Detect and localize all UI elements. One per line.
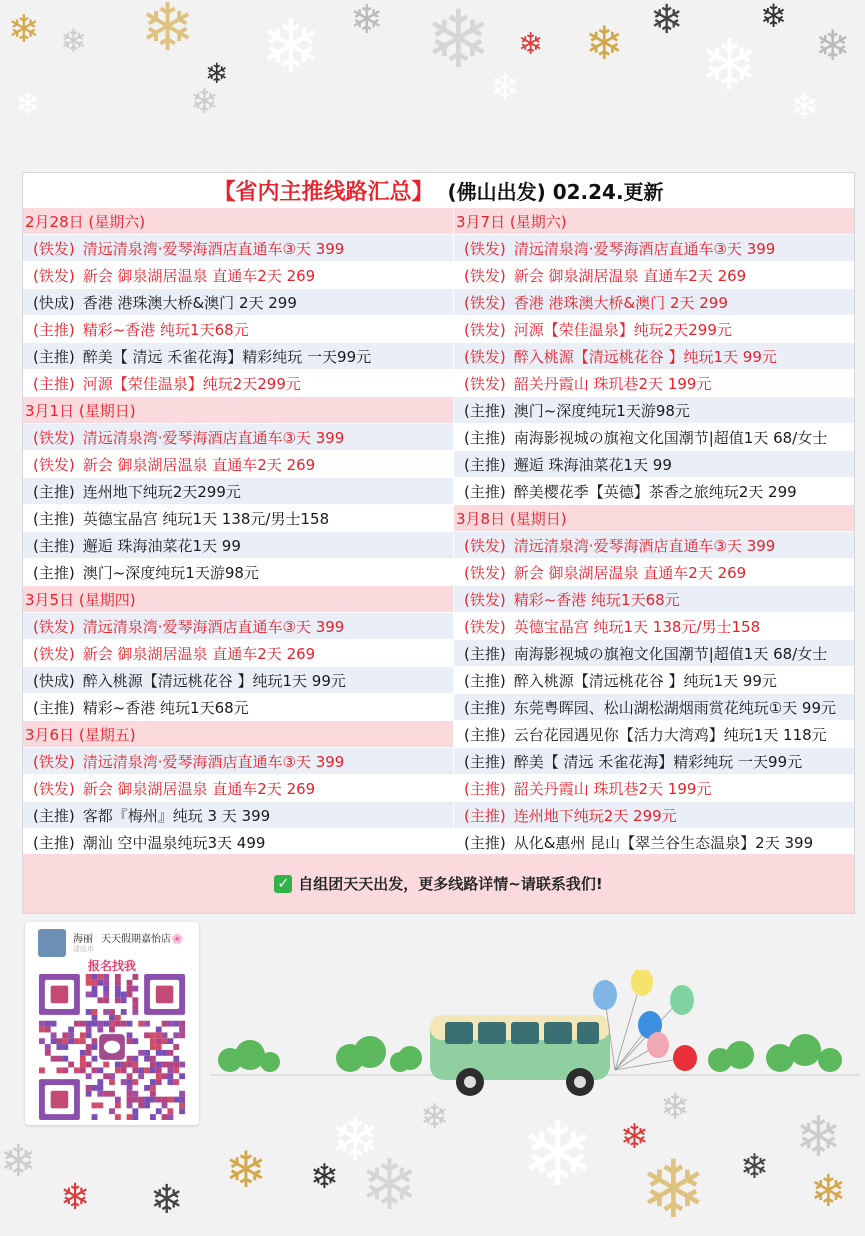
route-row [23, 559, 453, 585]
route-row [23, 802, 453, 828]
route-row [454, 451, 854, 477]
route-tag: (主推) [464, 806, 506, 825]
snowflake-icon: ❄ [60, 22, 87, 60]
date-header [23, 208, 453, 234]
snowflake-icon: ❄ [205, 57, 229, 90]
date-header [23, 397, 453, 423]
route-tag: (铁发) [33, 644, 75, 663]
title-row [23, 173, 854, 207]
route-text: 邂逅 珠海油菜花1天 99 [82, 536, 241, 555]
route-text: 精彩~香港 纯玩1天68元 [82, 698, 249, 717]
snowflake-icon: ❄ [140, 0, 196, 66]
route-row [454, 289, 854, 315]
route-text: 潮汕 空中温泉纯玩3天 499 [82, 833, 266, 852]
route-text: 新会 御泉湖居温泉 直通车2天 269 [82, 266, 316, 285]
route-row [23, 667, 453, 693]
route-row [454, 397, 854, 423]
snowflake-icon: ❄ [620, 1117, 649, 1157]
route-tag: (主推) [33, 320, 75, 339]
snowflake-icon: ❄ [260, 4, 323, 90]
route-text: 香港 港珠澳大桥&澳门 2天 299 [513, 293, 728, 312]
route-text: 清远清泉湾·爱琴海酒店直通车③天 399 [82, 752, 345, 771]
route-row [454, 559, 854, 585]
route-tag: (铁发) [464, 266, 506, 285]
route-row [23, 748, 453, 774]
route-row [23, 316, 453, 342]
snowflake-icon: ❄ [795, 1105, 842, 1170]
snowflake-icon: ❄ [8, 7, 40, 51]
route-row [23, 775, 453, 801]
route-tag: (主推) [33, 833, 75, 852]
date-label: 3月6日 (星期五) [25, 725, 136, 744]
route-tag: (主推) [464, 401, 506, 420]
route-text: 清远清泉湾·爱琴海酒店直通车③天 399 [82, 617, 345, 636]
snowflake-icon: ❄ [420, 1097, 449, 1137]
route-row [454, 424, 854, 450]
qr-code-icon[interactable] [39, 974, 185, 1120]
route-summary-table [22, 172, 855, 914]
route-row [23, 289, 453, 315]
route-tag: (快成) [33, 671, 75, 690]
route-text: 连州地下纯玩2天299元 [82, 482, 241, 501]
snowflake-icon: ❄ [640, 1143, 708, 1236]
route-text: 清远清泉湾·爱琴海酒店直通车③天 399 [513, 239, 776, 258]
route-row [23, 424, 453, 450]
route-text: 醉美樱花季【英德】茶香之旅纯玩2天 299 [513, 482, 797, 501]
snowflake-icon: ❄ [585, 16, 624, 70]
route-row [23, 343, 453, 369]
route-row [454, 667, 854, 693]
route-row [454, 748, 854, 774]
route-tag: (主推) [33, 482, 75, 501]
route-tag: (主推) [464, 455, 506, 474]
route-row [454, 262, 854, 288]
date-label: 3月7日 (星期六) [456, 212, 567, 231]
route-text: 清远清泉湾·爱琴海酒店直通车③天 399 [82, 239, 345, 258]
snowflake-icon: ❄ [310, 1157, 339, 1197]
contact-location: 清远市 [73, 945, 94, 953]
route-row [454, 802, 854, 828]
route-row [23, 829, 453, 855]
route-text: 醉入桃源【清远桃花谷 】纯玩1天 99元 [513, 671, 777, 690]
route-text: 连州地下纯玩2天 299元 [513, 806, 677, 825]
route-text: 精彩~香港 纯玩1天68元 [82, 320, 249, 339]
route-tag: (主推) [33, 536, 75, 555]
route-text: 从化&惠州 昆山【翠兰谷生态温泉】2天 399 [513, 833, 814, 852]
route-tag: (铁发) [33, 617, 75, 636]
snowflake-icon: ❄ [815, 21, 851, 70]
page-subtitle: (佛山出发) 02.24.更新 [447, 179, 664, 204]
route-tag: (铁发) [33, 455, 75, 474]
snowflake-icon: ❄ [810, 1166, 847, 1217]
route-text: 河源【荣佳温泉】纯玩2天299元 [513, 320, 732, 339]
route-tag: (铁发) [464, 239, 506, 258]
snowflake-icon: ❄ [15, 87, 41, 122]
route-tag: (铁发) [464, 374, 506, 393]
contact-name: 海丽 [73, 934, 93, 945]
date-header [454, 208, 854, 234]
route-text: 新会 御泉湖居温泉 直通车2天 269 [82, 779, 316, 798]
route-tag: (主推) [33, 374, 75, 393]
route-row [454, 235, 854, 261]
route-tag: (主推) [464, 779, 506, 798]
route-row [454, 586, 854, 612]
route-text: 河源【荣佳温泉】纯玩2天299元 [82, 374, 301, 393]
snowflake-icon: ❄ [518, 27, 544, 62]
route-text: 韶关丹霞山 珠玑巷2天 199元 [513, 779, 712, 798]
route-tag: (铁发) [33, 428, 75, 447]
route-tag: (主推) [464, 725, 506, 744]
route-tag: (铁发) [464, 536, 506, 555]
tree-icon [708, 1034, 842, 1072]
route-tag: (主推) [33, 509, 75, 528]
date-label: 3月8日 (星期日) [456, 509, 567, 528]
route-tag: (主推) [464, 833, 506, 852]
route-row [454, 532, 854, 558]
route-text: 英德宝晶宫 纯玩1天 138元/男士158 [513, 617, 761, 636]
route-row [23, 262, 453, 288]
route-row [454, 721, 854, 747]
snowflake-icon: ❄ [225, 1141, 267, 1199]
date-label: 3月1日 (星期日) [25, 401, 136, 420]
route-text: 新会 御泉湖居温泉 直通车2天 269 [513, 266, 747, 285]
date-label: 2月28日 (星期六) [25, 212, 146, 231]
route-tag: (铁发) [33, 752, 75, 771]
tree-icon [218, 1036, 422, 1072]
route-row [23, 613, 453, 639]
route-text: 醉美【 清远 禾雀花海】精彩纯玩 一天99元 [82, 347, 372, 366]
route-tag: (铁发) [33, 779, 75, 798]
route-text: 香港 港珠澳大桥&澳门 2天 299 [82, 293, 297, 312]
route-tag: (主推) [464, 752, 506, 771]
snowflake-icon: ❄ [760, 0, 787, 35]
route-text: 邂逅 珠海油菜花1天 99 [513, 455, 672, 474]
route-row [23, 370, 453, 396]
route-text: 英德宝晶宫 纯玩1天 138元/男士158 [82, 509, 330, 528]
route-text: 澳门~深度纯玩1天游98元 [513, 401, 690, 420]
snowflake-icon: ❄ [425, 0, 493, 86]
route-tag: (铁发) [33, 239, 75, 258]
snowflake-icon: ❄ [790, 87, 819, 127]
route-text: 新会 御泉湖居温泉 直通车2天 269 [513, 563, 747, 582]
snowflake-icon: ❄ [520, 1102, 596, 1207]
wechat-qr-card [25, 922, 199, 1125]
footer-banner [23, 854, 854, 913]
route-text: 清远清泉湾·爱琴海酒店直通车③天 399 [82, 428, 345, 447]
route-row [23, 505, 453, 531]
route-tag: (主推) [464, 698, 506, 717]
snowflake-icon: ❄ [700, 24, 759, 106]
snowflake-icon: ❄ [660, 1087, 691, 1128]
date-header [454, 505, 854, 531]
route-tag: (铁发) [464, 320, 506, 339]
route-text: 澳门~深度纯玩1天游98元 [82, 563, 259, 582]
avatar [38, 929, 66, 957]
route-tag: (铁发) [464, 617, 506, 636]
snowflake-icon: ❄ [650, 0, 684, 43]
route-row [454, 316, 854, 342]
route-text: 醉入桃源【清远桃花谷 】纯玩1天 99元 [513, 347, 777, 366]
route-text: 新会 御泉湖居温泉 直通车2天 269 [82, 455, 316, 474]
snowflake-icon: ❄ [60, 1177, 91, 1218]
route-tag: (铁发) [464, 590, 506, 609]
snowflake-icon: ❄ [740, 1147, 769, 1187]
route-row [23, 451, 453, 477]
date-header [23, 721, 453, 747]
route-text: 醉美【 清远 禾雀花海】精彩纯玩 一天99元 [513, 752, 803, 771]
snowflake-icon: ❄ [350, 0, 384, 43]
route-row [454, 640, 854, 666]
bus-balloons-illustration [210, 970, 860, 1110]
page-title: 【省内主推线路汇总】 [213, 179, 434, 205]
route-row [454, 478, 854, 504]
route-text: 清远清泉湾·爱琴海酒店直通车③天 399 [513, 536, 776, 555]
route-text: 南海影视城の旗袍文化国潮节|超值1天 68/女士 [513, 428, 828, 447]
date-label: 3月5日 (星期四) [25, 590, 136, 609]
left-column [23, 208, 453, 856]
signup-cta: 报名找我 [87, 959, 136, 973]
route-row [454, 694, 854, 720]
snowflake-icon: ❄ [330, 1105, 381, 1175]
route-tag: (主推) [33, 563, 75, 582]
snowflake-icon: ❄ [0, 1136, 37, 1187]
route-row [454, 613, 854, 639]
snowflake-icon: ❄ [360, 1144, 419, 1226]
footer-text: 自组团天天出发，更多线路详情~请联系我们! [298, 875, 603, 893]
route-tag: (铁发) [464, 293, 506, 312]
route-text: 客都『梅州』纯玩 3 天 399 [82, 806, 271, 825]
snowflake-icon: ❄ [150, 1177, 184, 1223]
route-row [23, 532, 453, 558]
route-row [454, 775, 854, 801]
route-tag: (主推) [464, 644, 506, 663]
route-tag: (主推) [464, 671, 506, 690]
route-tag: (主推) [33, 347, 75, 366]
route-tag: (铁发) [464, 563, 506, 582]
route-row [454, 829, 854, 855]
route-text: 醉入桃源【清远桃花谷 】纯玩1天 99元 [82, 671, 346, 690]
snowflake-icon: ❄ [490, 67, 521, 108]
snowflake-icon: ❄ [190, 82, 219, 122]
route-text: 南海影视城の旗袍文化国潮节|超值1天 68/女士 [513, 644, 828, 663]
route-tag: (主推) [464, 482, 506, 501]
route-row [23, 694, 453, 720]
route-text: 韶关丹霞山 珠玑巷2天 199元 [513, 374, 712, 393]
route-text: 云台花园遇见你【活力大湾鸡】纯玩1天 118元 [513, 725, 827, 744]
route-tag: (快成) [33, 293, 75, 312]
route-text: 新会 御泉湖居温泉 直通车2天 269 [82, 644, 316, 663]
route-row [454, 370, 854, 396]
date-header [23, 586, 453, 612]
route-tag: (主推) [33, 806, 75, 825]
route-text: 精彩~香港 纯玩1天68元 [513, 590, 680, 609]
route-row [454, 343, 854, 369]
route-tag: (主推) [464, 428, 506, 447]
route-row [23, 235, 453, 261]
check-icon: ✓ [274, 875, 292, 893]
route-text: 东莞粤晖园、松山湖松湖烟雨赏花纯玩①天 99元 [513, 698, 837, 717]
bus-icon [430, 1015, 610, 1096]
route-row [23, 478, 453, 504]
route-tag: (铁发) [33, 266, 75, 285]
right-column [454, 208, 854, 856]
route-tag: (主推) [33, 698, 75, 717]
contact-store: 天天假期嘉怡店🌸 [101, 934, 184, 945]
route-tag: (铁发) [464, 347, 506, 366]
route-row [23, 640, 453, 666]
